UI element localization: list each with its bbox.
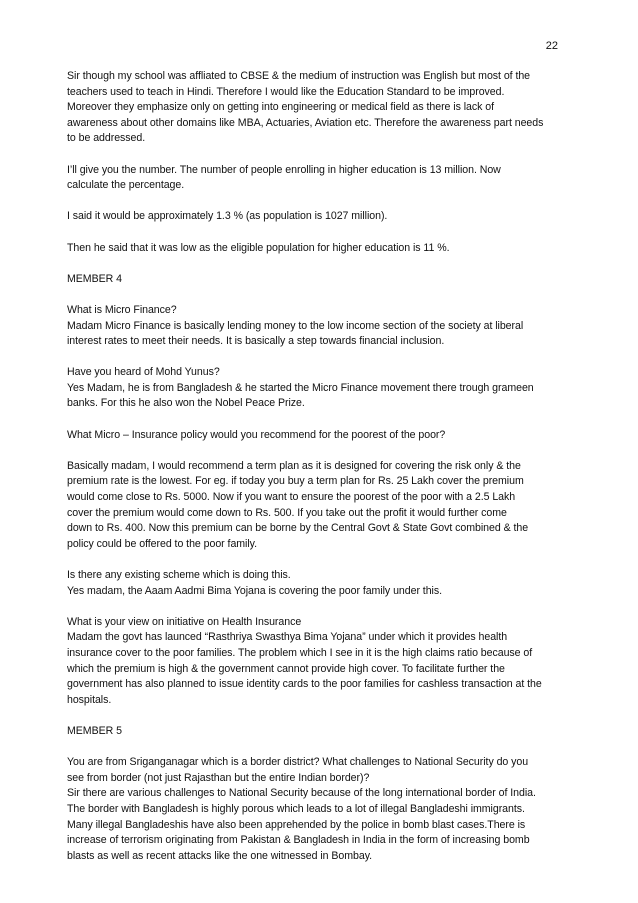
text-line: Sir though my school was affliated to CBSE & the medium of instruction was English but most of the: [67, 70, 531, 82]
text-line: calculate the percentage.: [67, 179, 185, 192]
text-line: Many illegal Bangladeshis have also been apprehended by the police in bomb blast cases.There is: [67, 818, 526, 831]
text-line: Moreover they emphasize only on getting into engineering or medical field as there is lack of: [67, 101, 494, 114]
text-line: down to Rs. 400. Now this premium can be borne by the Central Govt & State Govt combined & the: [67, 522, 529, 535]
text-line: MEMBER 5: [67, 724, 122, 737]
paragraph: [67, 365, 572, 412]
text-line: government has also planned to issue identity cards to the poor families for cashless transaction at the: [67, 678, 542, 691]
text-line: which the premium is high & the government cannot provide high cover. To facilitate further the: [67, 662, 505, 675]
text-line: I said it would be approximately 1.3 % (as population is 1027 million).: [67, 210, 388, 223]
text-line: increase of terrorism originating from Pakistan & Bangladesh in India in the form of increasing bomb: [67, 834, 530, 847]
page-body: [67, 69, 572, 880]
paragraph: [67, 568, 572, 599]
text-line: Then he said that it was low as the eligible population for higher education is 11 %.: [67, 241, 450, 254]
text-line: would come close to Rs. 5000. Now if you want to ensure the poorest of the poor with a 2.5 Lakh: [67, 491, 516, 504]
text-line: Yes Madam, he is from Bangladesh & he started the Micro Finance movement there trough grameen: [67, 381, 534, 394]
paragraph: [67, 272, 572, 288]
text-line: policy could be offered to the poor family.: [67, 537, 258, 550]
page-number: 22: [545, 40, 558, 52]
text-line: The border with Bangladesh is highly porous which leads to a lot of illegal Bangladeshi immigrants.: [67, 802, 525, 815]
text-line: Have you heard of Mohd Yunus?: [67, 366, 220, 379]
text-line: teachers used to teach in Hindi. Therefore I would like the Education Standard to be improved.: [67, 85, 505, 98]
text-line: MEMBER 4: [67, 272, 122, 285]
text-line: premium rate is the lowest. For eg. if today you buy a term plan for Rs. 25 Lakh cover the premium: [67, 475, 524, 488]
paragraph: [67, 615, 572, 709]
text-line: You are from Sriganganagar which is a border district? What challenges to National Security do you: [67, 756, 529, 769]
text-line: Madam Micro Finance is basically lending money to the low income section of the society at liberal: [67, 319, 524, 332]
text-line: Is there any existing scheme which is doing this.: [67, 569, 291, 581]
text-line: What is your view on initiative on Health Insurance: [67, 615, 302, 628]
paragraph: [67, 209, 572, 225]
text-line: banks. For this he also won the Nobel Peace Prize.: [67, 397, 305, 410]
text-line: blasts as well as recent attacks like the one witnessed in Bombay.: [67, 849, 373, 862]
text-line: to be addressed.: [67, 132, 146, 145]
text-line: Yes madam, the Aaam Aadmi Bima Yojana is covering the poor family under this.: [67, 584, 442, 597]
text-line: I’ll give you the number. The number of people enrolling in higher education is 13 million. Now: [67, 163, 501, 176]
paragraph: [67, 428, 572, 444]
text-line: What is Micro Finance?: [67, 303, 177, 316]
text-line: hospitals.: [67, 693, 112, 706]
paragraph: [67, 241, 572, 257]
text-line: interest rates to meet their needs. It is basically a step towards financial inclusion.: [67, 335, 445, 348]
text-line: cover the premium would come down to Rs. 500. If you take out the profit it would further come: [67, 506, 507, 519]
paragraph: [67, 724, 572, 740]
text-line: Madam the govt has launced “Rasthriya Swasthya Bima Yojana” under which it provides health: [67, 631, 508, 644]
paragraph: [67, 163, 572, 194]
paragraph: [67, 755, 572, 864]
paragraph: [67, 459, 572, 553]
text-line: What Micro – Insurance policy would you recommend for the poorest of the poor?: [67, 428, 446, 441]
text-line: Basically madam, I would recommend a term plan as it is designed for covering the risk only & the: [67, 459, 521, 472]
text-line: insurance cover to the poor families. The problem which I see in it is the high claims ratio because of: [67, 646, 533, 659]
paragraph: [67, 69, 572, 147]
paragraph: [67, 303, 572, 350]
text-line: awareness about other domains like MBA, Actuaries, Aviation etc. Therefore the awareness part needs: [67, 116, 544, 129]
text-line: see from border (not just Rajasthan but the entire Indian border)?: [67, 771, 370, 784]
text-line: Sir there are various challenges to National Security because of the long international border of India.: [67, 787, 536, 800]
